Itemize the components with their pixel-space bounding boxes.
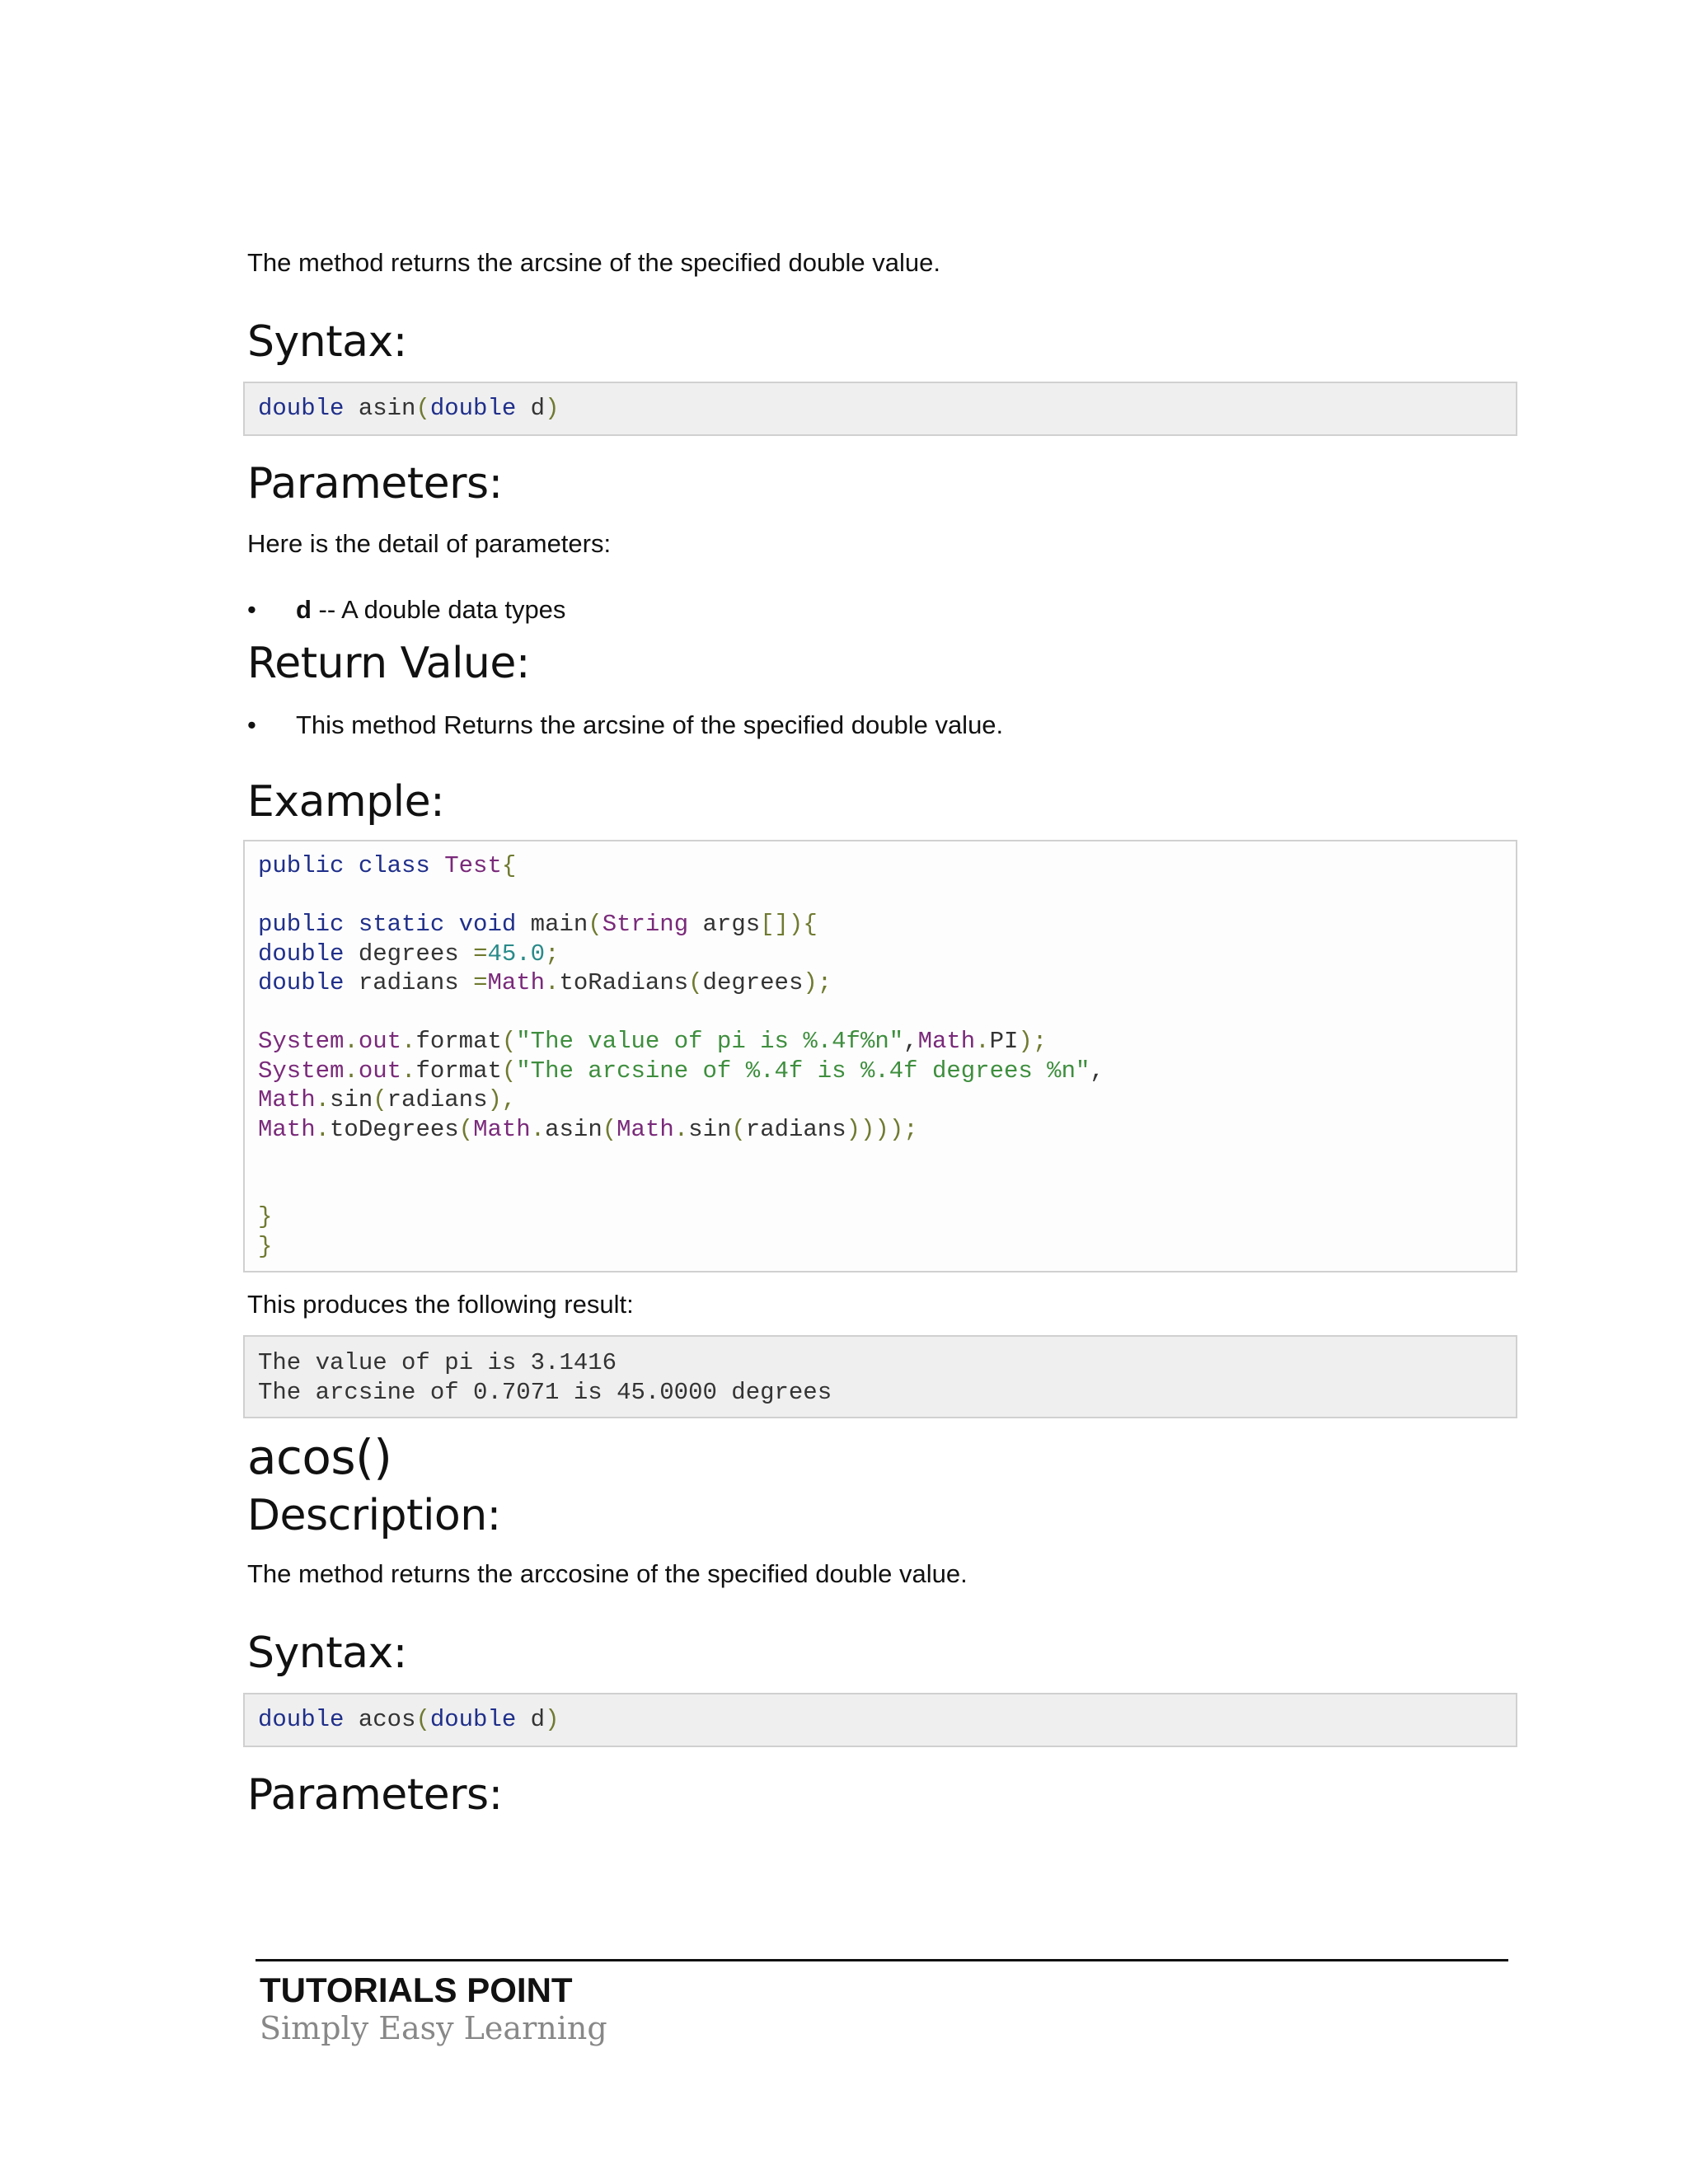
description-heading: Description: xyxy=(247,1491,501,1540)
code-token: radians xyxy=(745,1115,846,1143)
footer-tagline: Simply Easy Learning xyxy=(260,2010,607,2046)
param-name: d xyxy=(296,595,312,624)
code-token: . xyxy=(315,1115,331,1143)
syntax-code-block-2 xyxy=(243,1693,1517,1747)
code-token: ), xyxy=(487,1086,517,1113)
code-token: ) xyxy=(545,395,560,422)
list-item xyxy=(247,593,1521,627)
code-token: toDegrees xyxy=(330,1115,459,1143)
parameters-heading: Parameters: xyxy=(247,459,503,509)
code-token: Math xyxy=(473,1115,531,1143)
code-token: Math xyxy=(487,969,546,996)
code-token: public static void xyxy=(258,911,517,938)
code-token: 45.0 xyxy=(487,940,546,968)
code-token: double xyxy=(429,1706,517,1733)
bullet-marker: • xyxy=(247,710,256,739)
code-token: ( xyxy=(458,1115,474,1143)
code-token: out xyxy=(358,1028,402,1055)
example-code-block xyxy=(243,840,1517,1272)
code-token: . xyxy=(344,1057,359,1085)
code-token: main xyxy=(516,911,588,938)
code-token: { xyxy=(501,852,517,879)
code-token: public class xyxy=(258,852,430,879)
code-token: Math xyxy=(617,1115,674,1143)
code-token: radians xyxy=(387,1086,488,1113)
code-token: ( xyxy=(501,1057,517,1085)
syntax-heading: Syntax: xyxy=(247,317,407,367)
code-token: ; xyxy=(545,940,560,968)
code-token: = xyxy=(473,969,488,996)
code-token: sin xyxy=(330,1086,373,1113)
code-token: System xyxy=(258,1028,345,1055)
code-token: args xyxy=(688,911,761,938)
code-token: d xyxy=(516,1706,546,1733)
code-token: } xyxy=(258,1232,273,1260)
code-token: format xyxy=(415,1057,502,1085)
code-token: ( xyxy=(731,1115,746,1143)
code-token: . xyxy=(545,969,560,996)
code-token: "The arcsine of %.4f is %.4f degrees %n" xyxy=(516,1057,1090,1085)
result-output-block xyxy=(243,1335,1517,1418)
page-content xyxy=(247,246,1521,1821)
code-token: out xyxy=(358,1057,402,1085)
code-token: . xyxy=(315,1086,331,1113)
return-value-heading: Return Value: xyxy=(247,639,530,688)
code-token: )))); xyxy=(846,1115,918,1143)
code-token: . xyxy=(401,1057,416,1085)
code-token: ( xyxy=(688,969,703,996)
code-token: ( xyxy=(415,395,430,422)
code-token: double xyxy=(429,395,517,422)
code-token: PI xyxy=(989,1028,1019,1055)
code-token: double xyxy=(258,969,345,996)
code-token: . xyxy=(401,1028,416,1055)
list-item xyxy=(247,708,1521,743)
parameters-heading-2: Parameters: xyxy=(247,1770,503,1820)
syntax-heading-2: Syntax: xyxy=(247,1629,407,1678)
code-token: radians xyxy=(344,969,474,996)
code-token: ) xyxy=(545,1706,560,1733)
output-line: The arcsine of 0.7071 is 45.0000 degrees xyxy=(258,1378,832,1406)
code-token: double xyxy=(258,395,345,422)
code-token: System xyxy=(258,1057,345,1085)
parameters-intro: Here is the detail of parameters: xyxy=(247,529,612,558)
code-token: Math xyxy=(258,1086,316,1113)
footer-brand: TUTORIALS POINT xyxy=(260,1971,573,2009)
code-token: format xyxy=(415,1028,502,1055)
code-token: . xyxy=(673,1115,689,1143)
code-token: asin xyxy=(344,395,416,422)
code-token: ); xyxy=(1018,1028,1048,1055)
return-value-list xyxy=(247,708,1521,743)
code-token: Test xyxy=(429,852,502,879)
output-line: The value of pi is 3.1416 xyxy=(258,1349,617,1376)
code-token: } xyxy=(258,1203,273,1230)
result-intro: This produces the following result: xyxy=(247,1290,634,1319)
code-token: , xyxy=(903,1028,918,1055)
bullet-marker: • xyxy=(247,595,256,624)
footer-divider xyxy=(256,1959,1508,1961)
code-token: . xyxy=(344,1028,359,1055)
parameters-list xyxy=(247,593,1521,627)
code-token: d xyxy=(516,395,546,422)
code-token: double xyxy=(258,940,345,968)
code-token: sin xyxy=(688,1115,732,1143)
code-token: Math xyxy=(917,1028,976,1055)
code-token: . xyxy=(530,1115,546,1143)
code-token: ( xyxy=(602,1115,617,1143)
code-token: []){ xyxy=(760,911,818,938)
code-token: Math xyxy=(258,1115,316,1143)
code-token: ( xyxy=(501,1028,517,1055)
acos-heading: acos() xyxy=(247,1429,392,1485)
code-token: . xyxy=(975,1028,990,1055)
return-description: This method Returns the arcsine of the specified double value. xyxy=(296,710,1004,739)
code-token: toRadians xyxy=(559,969,689,996)
code-token: acos xyxy=(344,1706,416,1733)
acos-description: The method returns the arccosine of the specified double value. xyxy=(247,1559,968,1588)
syntax-code-block xyxy=(243,382,1517,436)
code-token: double xyxy=(258,1706,345,1733)
code-token: "The value of pi is %.4f%n" xyxy=(516,1028,904,1055)
code-token: = xyxy=(473,940,488,968)
code-token: degrees xyxy=(702,969,804,996)
code-token: , xyxy=(1090,1057,1104,1085)
code-token: ( xyxy=(373,1086,387,1113)
code-token: ); xyxy=(803,969,832,996)
code-token: asin xyxy=(545,1115,603,1143)
example-heading: Example: xyxy=(247,777,445,827)
intro-paragraph: The method returns the arcsine of the specified double value. xyxy=(247,248,940,277)
code-token: ( xyxy=(415,1706,430,1733)
code-token: ( xyxy=(588,911,603,938)
code-token: String xyxy=(602,911,689,938)
code-token: degrees xyxy=(344,940,474,968)
param-description: -- A double data types xyxy=(311,595,566,624)
